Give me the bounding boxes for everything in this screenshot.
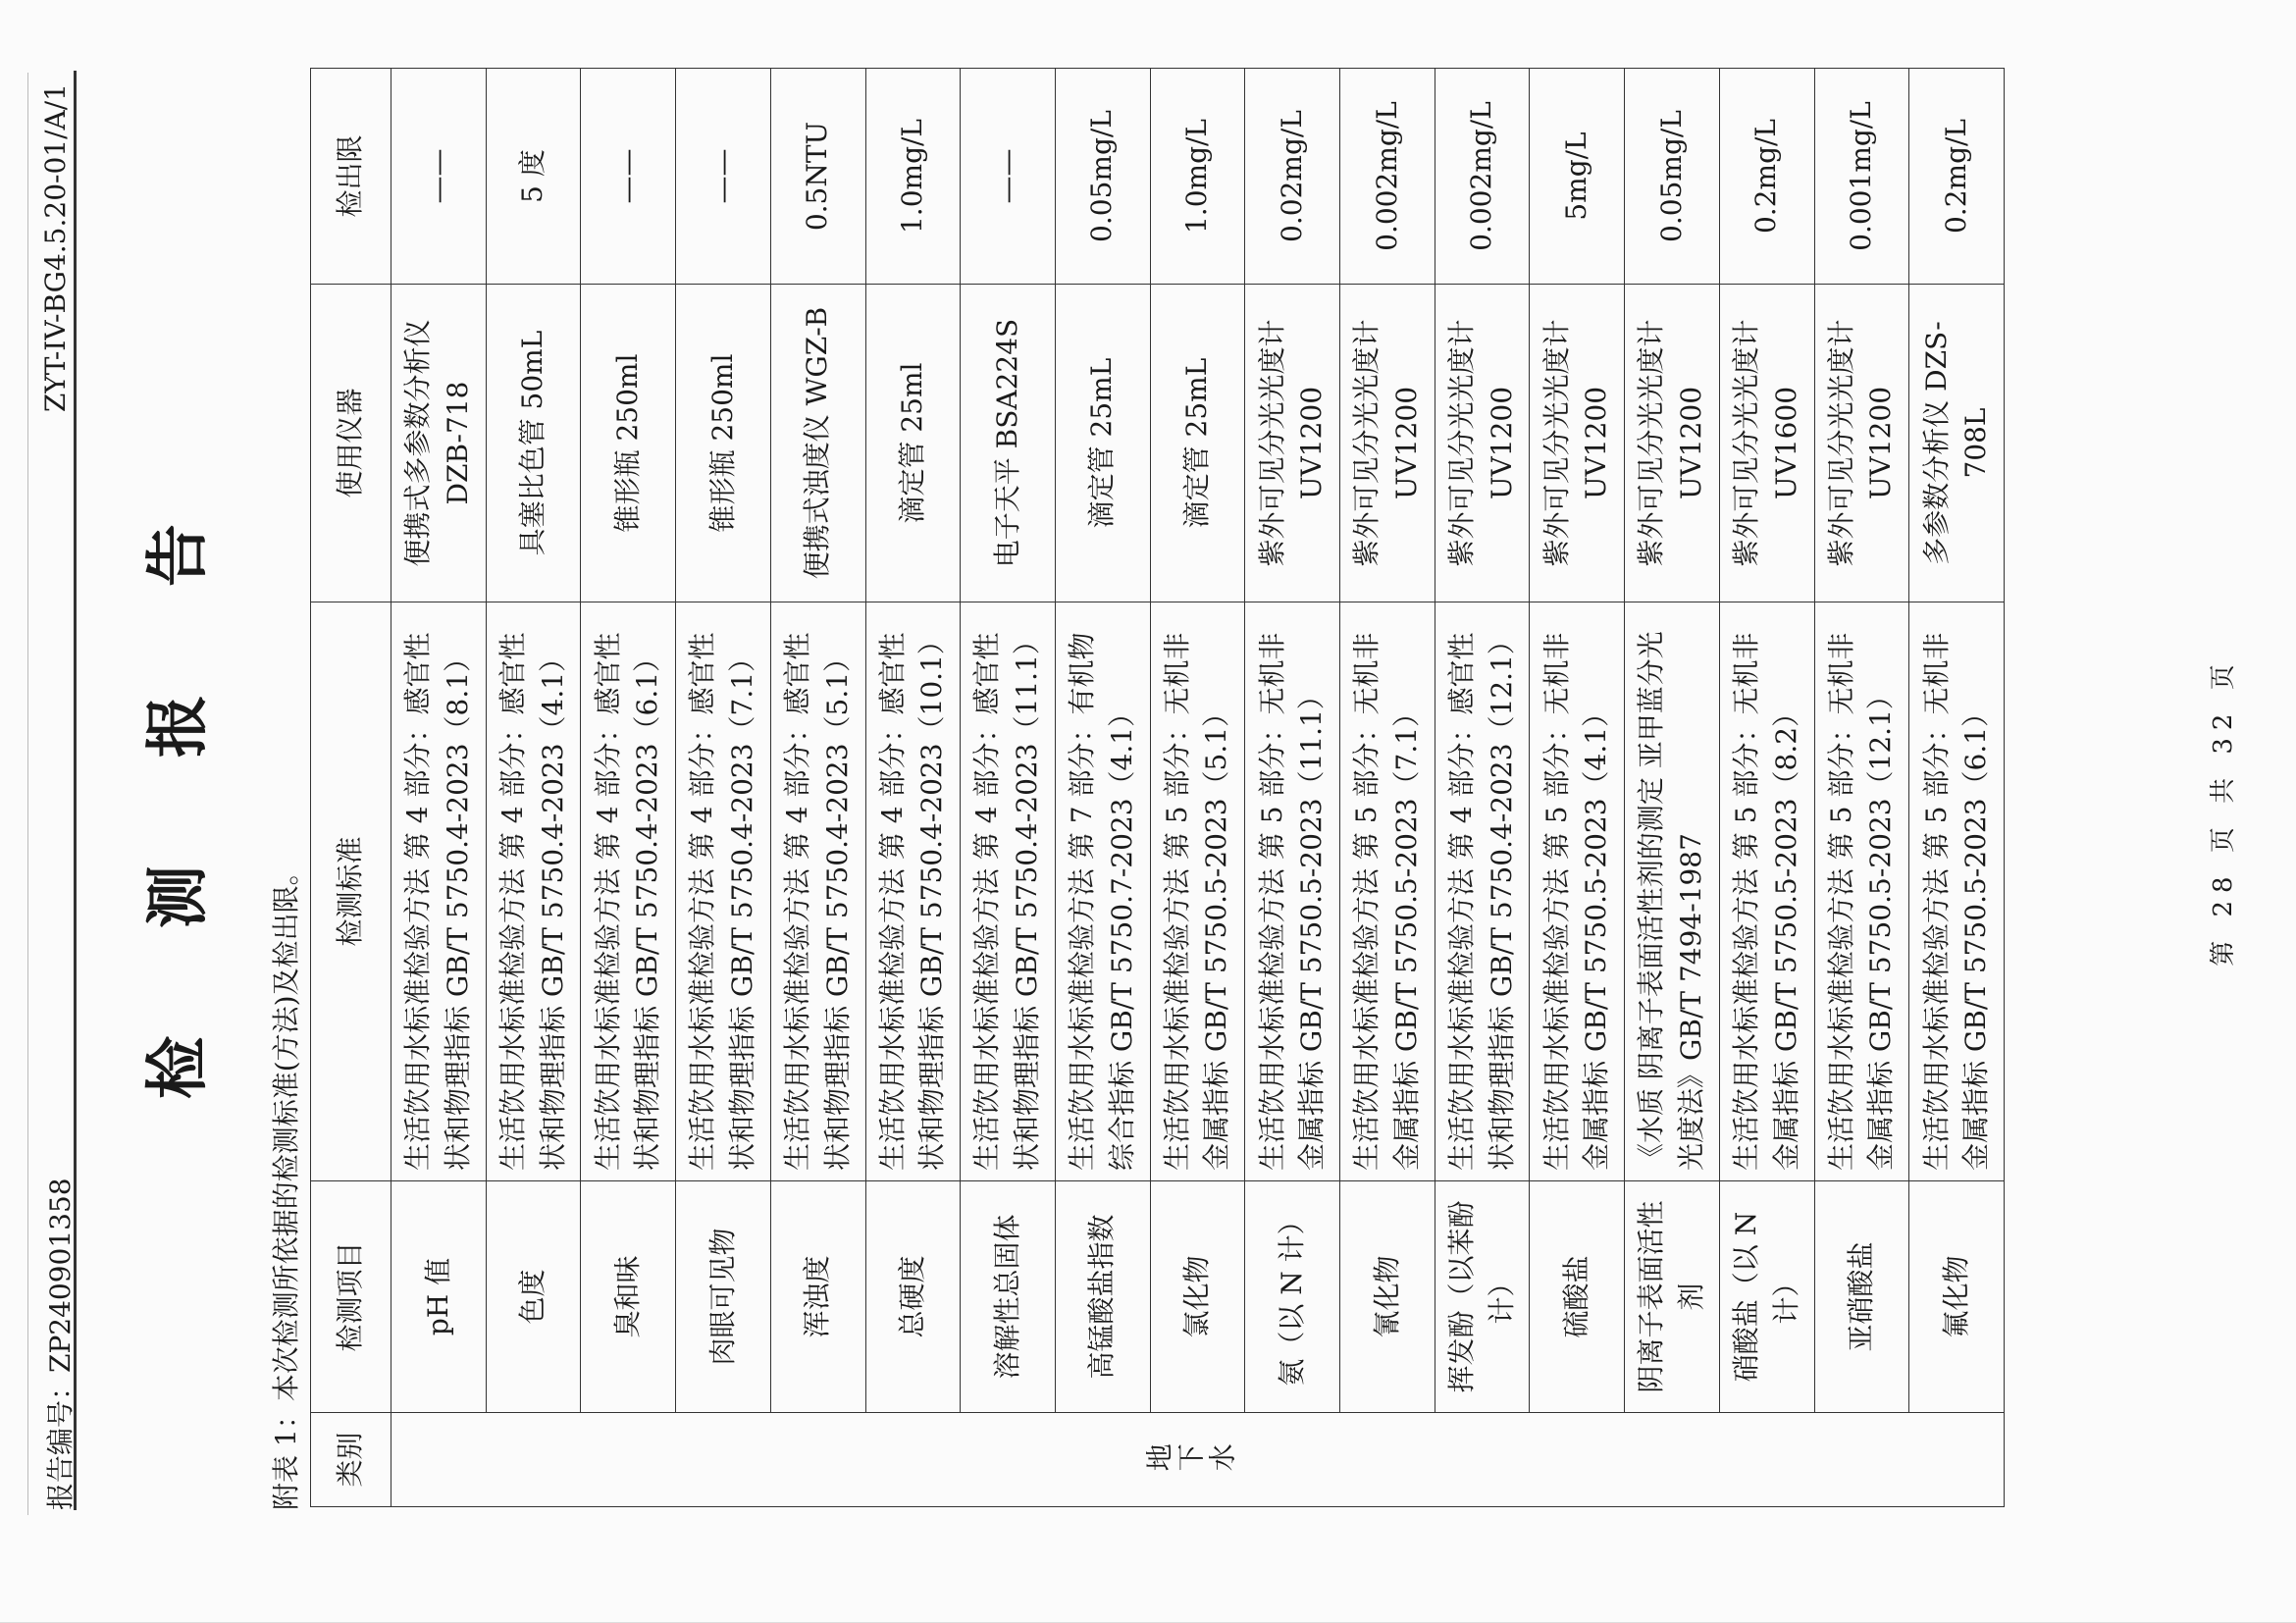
- page-footer: 第 28 页 共 32 页: [2209, 656, 2238, 967]
- table-row: [676, 69, 771, 1507]
- instrument-cell: 紫外可见分光光度计 UV1200: [1625, 285, 1720, 602]
- table-row: [1909, 69, 2005, 1507]
- table-row: [486, 69, 581, 1507]
- standard-cell: 生活饮用水标准检验方法 第 4 部分：感官性状和物理指标 GB/T 5750.4-2023（12.1）: [1435, 602, 1530, 1181]
- limit-cell: 0.2mg/L: [1909, 69, 2005, 285]
- limit-cell: 1.0mg/L: [1150, 69, 1245, 285]
- header-limit: 检出限: [311, 69, 391, 285]
- limit-cell: 5 度: [486, 69, 581, 285]
- limit-cell: 0.02mg/L: [1245, 69, 1340, 285]
- header-rule: [74, 71, 77, 1510]
- table-row: [1245, 69, 1340, 1507]
- instrument-cell: 滴定管 25ml: [865, 285, 961, 602]
- standard-cell: 生活饮用水标准检验方法 第 5 部分：无机非金属指标 GB/T 5750.5-2023（8.2）: [1719, 602, 1814, 1181]
- item-cell: pH 值: [391, 1181, 487, 1413]
- table-row: [1625, 69, 1720, 1507]
- standard-cell: 生活饮用水标准检验方法 第 5 部分：无机非金属指标 GB/T 5750.5-2023（12.1）: [1814, 602, 1909, 1181]
- page-title: 检测报告: [141, 416, 215, 1099]
- standard-cell: 生活饮用水标准检验方法 第 5 部分：无机非金属指标 GB/T 5750.5-2023（5.1）: [1150, 602, 1245, 1181]
- table-row: [770, 69, 865, 1507]
- standard-cell: 生活饮用水标准检验方法 第 4 部分：感官性状和物理指标 GB/T 5750.4-2023（6.1）: [581, 602, 676, 1181]
- category-cell: [391, 1413, 2005, 1507]
- standard-cell: 生活饮用水标准检验方法 第 4 部分：感官性状和物理指标 GB/T 5750.4-2023（11.1）: [961, 602, 1056, 1181]
- header-category: 类别: [311, 1413, 391, 1507]
- limit-cell: ——: [391, 69, 487, 285]
- standard-cell: 生活饮用水标准检验方法 第 7 部分：有机物综合指标 GB/T 5750.7-2023（4.1）: [1055, 602, 1150, 1181]
- instrument-cell: 紫外可见分光光度计 UV1200: [1814, 285, 1909, 602]
- item-cell: 总硬度: [865, 1181, 961, 1413]
- limit-cell: 0.05mg/L: [1055, 69, 1150, 285]
- standard-cell: 生活饮用水标准检验方法 第 4 部分：感官性状和物理指标 GB/T 5750.4-2023（8.1）: [391, 602, 487, 1181]
- table-row: [391, 69, 487, 1507]
- header-item: 检测项目: [311, 1181, 391, 1413]
- header-standard: 检测标准: [311, 602, 391, 1181]
- item-cell: 氟化物: [1909, 1181, 2005, 1413]
- instrument-cell: 滴定管 25mL: [1055, 285, 1150, 602]
- instrument-cell: 锥形瓶 250ml: [676, 285, 771, 602]
- table-row: [1530, 69, 1625, 1507]
- item-cell: 硫酸盐: [1530, 1181, 1625, 1413]
- limit-cell: 0.002mg/L: [1435, 69, 1530, 285]
- item-cell: 亚硝酸盐: [1814, 1181, 1909, 1413]
- scan-edge: [0, 1602, 2296, 1623]
- table-body: [391, 69, 2005, 1507]
- limit-cell: ——: [581, 69, 676, 285]
- limit-cell: 0.002mg/L: [1340, 69, 1435, 285]
- standard-cell: 生活饮用水标准检验方法 第 4 部分：感官性状和物理指标 GB/T 5750.4-2023（5.1）: [770, 602, 865, 1181]
- table-row: [1340, 69, 1435, 1507]
- item-cell: 氰化物: [1340, 1181, 1435, 1413]
- table-row: [1435, 69, 1530, 1507]
- table-row: [1150, 69, 1245, 1507]
- instrument-cell: 锥形瓶 250ml: [581, 285, 676, 602]
- standard-cell: 生活饮用水标准检验方法 第 5 部分：无机非金属指标 GB/T 5750.5-2023（7.1）: [1340, 602, 1435, 1181]
- instrument-cell: 紫外可见分光光度计 UV1200: [1530, 285, 1625, 602]
- item-cell: 浑浊度: [770, 1181, 865, 1413]
- standard-cell: 生活饮用水标准检验方法 第 4 部分：感官性状和物理指标 GB/T 5750.4-2023（10.1）: [865, 602, 961, 1181]
- limit-cell: ——: [961, 69, 1056, 285]
- instrument-cell: 紫外可见分光光度计 UV1200: [1340, 285, 1435, 602]
- report-header: [39, 83, 78, 1510]
- standards-table: [310, 68, 2005, 1507]
- limit-cell: 0.05mg/L: [1625, 69, 1720, 285]
- standard-cell: 生活饮用水标准检验方法 第 5 部分：无机非金属指标 GB/T 5750.5-2023（6.1）: [1909, 602, 2005, 1181]
- item-cell: 氨（以 N 计）: [1245, 1181, 1340, 1413]
- item-cell: 阴离子表面活性剂: [1625, 1181, 1720, 1413]
- table-header-row: [311, 69, 391, 1507]
- limit-cell: 0.5NTU: [770, 69, 865, 285]
- limit-cell: 1.0mg/L: [865, 69, 961, 285]
- table-row: [1814, 69, 1909, 1507]
- standard-cell: 《水质 阴离子表面活性剂的测定 亚甲蓝分光光度法》GB/T 7494-1987: [1625, 602, 1720, 1181]
- instrument-cell: 紫外可见分光光度计 UV1200: [1245, 285, 1340, 602]
- limit-cell: ——: [676, 69, 771, 285]
- table-row: [1055, 69, 1150, 1507]
- standard-cell: 生活饮用水标准检验方法 第 4 部分：感官性状和物理指标 GB/T 5750.4-2023（4.1）: [486, 602, 581, 1181]
- instrument-cell: 滴定管 25mL: [1150, 285, 1245, 602]
- document-code: ZYT-IV-BG4.5.20-01/A/1: [39, 83, 72, 413]
- instrument-cell: 便携式浊度仪 WGZ-B: [770, 285, 865, 602]
- limit-cell: 5mg/L: [1530, 69, 1625, 285]
- header-instrument: 使用仪器: [311, 285, 391, 602]
- limit-cell: 0.2mg/L: [1719, 69, 1814, 285]
- instrument-cell: 紫外可见分光光度计 UV1200: [1435, 285, 1530, 602]
- standard-cell: 生活饮用水标准检验方法 第 4 部分：感官性状和物理指标 GB/T 5750.4-2023（7.1）: [676, 602, 771, 1181]
- instrument-cell: 具塞比色管 50mL: [486, 285, 581, 602]
- standard-cell: 生活饮用水标准检验方法 第 5 部分：无机非金属指标 GB/T 5750.5-2023（4.1）: [1530, 602, 1625, 1181]
- item-cell: 臭和味: [581, 1181, 676, 1413]
- table-caption: 附表 1：本次检测所依据的检测标准(方法)及检出限。: [270, 858, 302, 1510]
- table-row: [581, 69, 676, 1507]
- item-cell: 色度: [486, 1181, 581, 1413]
- scan-line: [27, 73, 28, 1515]
- item-cell: 挥发酚（以苯酚计）: [1435, 1181, 1530, 1413]
- instrument-cell: 电子天平 BSA224S: [961, 285, 1056, 602]
- limit-cell: 0.001mg/L: [1814, 69, 1909, 285]
- instrument-cell: 便携式多参数分析仪 DZB-718: [391, 285, 487, 602]
- table-row: [961, 69, 1056, 1507]
- table-row: [1719, 69, 1814, 1507]
- instrument-cell: 多参数分析仪 DZS-708L: [1909, 285, 2005, 602]
- table-row: [865, 69, 961, 1507]
- item-cell: 氯化物: [1150, 1181, 1245, 1413]
- item-cell: 高锰酸盐指数: [1055, 1181, 1150, 1413]
- instrument-cell: 紫外可见分光光度计 UV1600: [1719, 285, 1814, 602]
- standard-cell: 生活饮用水标准检验方法 第 5 部分：无机非金属指标 GB/T 5750.5-2023（11.1）: [1245, 602, 1340, 1181]
- report-number: 报告编号：ZP240901358: [44, 1178, 77, 1510]
- item-cell: 溶解性总固体: [961, 1181, 1056, 1413]
- category-label: 地下水: [1144, 1442, 1239, 1476]
- item-cell: 肉眼可见物: [676, 1181, 771, 1413]
- item-cell: 硝酸盐（以 N 计）: [1719, 1181, 1814, 1413]
